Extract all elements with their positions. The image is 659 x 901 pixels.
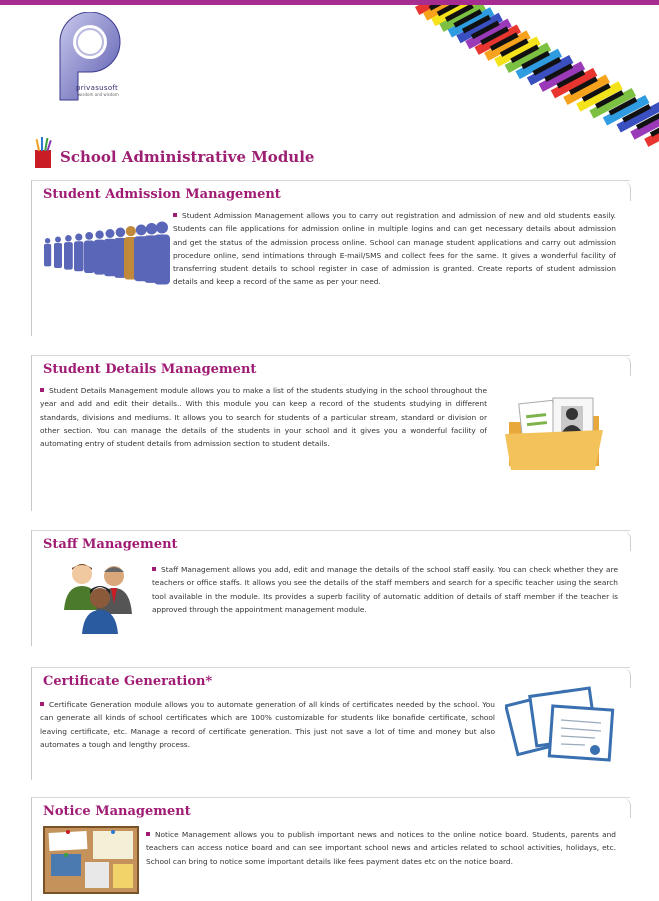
person-body [154, 235, 170, 285]
person-body [44, 244, 51, 267]
person-head [156, 222, 168, 234]
section-text: Student Admission Management allows you to carry out registration and admission of new and old students easily. Students can file applications for admission online in multiple logins and can get necessary details about admission and get the status of the admission process online. School can manage student applications and carry out admission procedure online, send intimations through E-mail/SMS and collect fees for the same. It gives a wonderful facility of transferring student details to school register in case of admission is granted. Create reports of student admission details and keep a record of the same as per your need. [173, 209, 616, 289]
bullet-icon [40, 388, 44, 392]
person-head [116, 228, 126, 238]
section-title: Certificate Generation* [43, 674, 212, 689]
person-head [85, 232, 93, 240]
section-title: Student Details Management [43, 362, 256, 377]
certificates-icon [505, 678, 620, 768]
person-body [64, 242, 73, 270]
person-body [94, 240, 105, 275]
bullet-icon [152, 567, 156, 571]
person-head [146, 223, 157, 234]
logo-text: privasusoft [76, 84, 118, 92]
person-head [106, 229, 115, 238]
person-head [126, 226, 136, 236]
bullet-icon [146, 832, 150, 836]
bullet-icon [40, 702, 44, 706]
person-head [55, 237, 61, 243]
module-title: School Administrative Module [60, 148, 314, 166]
person-head [95, 231, 103, 239]
person-body [74, 241, 84, 271]
notice-board-icon [43, 826, 139, 894]
person-body [54, 243, 62, 268]
section-text: Notice Management allows you to publish important news and notices to the online notice board. Students, parents and teachers can access notice board and can see important school news and articles related to school activities, holidays, etc. School can bring to notice some important details like fees payment dates etc on the notice board. [146, 828, 616, 868]
person-head [136, 225, 147, 236]
person-body [84, 240, 94, 273]
staff-people-illustration [62, 560, 138, 634]
section-title: Notice Management [43, 804, 191, 819]
section-title: Staff Management [43, 537, 178, 552]
section-text: Staff Management allows you add, edit and manage the details of the school staff easily. You can check whether they are teachers or office staffs. It allows you see the details of the staff members and search for a specific teacher using the search tool available in the module. Its provides a superb facility of automatic addition of details of staff member if the teacher is approved through the appointment management module. [152, 563, 618, 616]
section-text: Student Details Management module allows you to make a list of the students studying in the school throughout the year and add and edit their details.. With this module you can keep a record of the students studying in different standards, divisions and mediums. It allows you to search for students of a particular stream, standard or division or other section. You can manage the details of the students in your school and it gives you a wonderful facility of automating entry of student details from admission section to student details. [40, 384, 487, 450]
piano-keys-decoration [400, 5, 659, 170]
logo-subtext: wisdom and wisdom [78, 92, 119, 97]
person-head [45, 238, 50, 243]
students-queue-illustration [40, 208, 180, 300]
bullet-icon [173, 213, 177, 217]
folder-icon [503, 396, 613, 474]
section-text: Certificate Generation module allows you to automate generation of all kinds of certificates needed by the school. You can generate all kinds of school certificates which are 100% customizable for students like bonafide certificate, school leaving certificate, etc. Manage a record of certificate generation. This just not save a lot of time and money but also automates a tough and lengthy process. [40, 698, 495, 751]
person-head [65, 235, 72, 242]
section-title: Student Admission Management [43, 187, 281, 202]
pencil-cup-icon [30, 136, 58, 170]
person-head [75, 234, 82, 241]
